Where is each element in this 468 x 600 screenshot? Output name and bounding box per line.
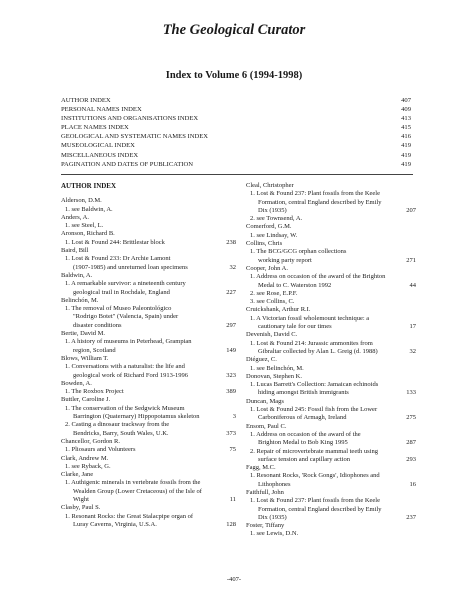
author-name: Baldwin, A. — [61, 271, 93, 279]
index-item — [246, 232, 416, 240]
item-title — [61, 338, 218, 355]
toc-page: 419 — [401, 151, 411, 159]
toc-row — [61, 160, 411, 169]
author-name: Bowden, A. — [61, 379, 92, 387]
item-line: 1. Lucas Barrett's Collection: Jamaican echinoids — [250, 381, 379, 389]
index-item — [246, 381, 416, 398]
toc-page: 413 — [401, 115, 411, 123]
toc-row — [61, 123, 411, 132]
item-title — [61, 255, 218, 272]
item-line: 2. Repair of microvertebrate mammal teeth using — [250, 447, 378, 455]
item-line: hiding amongst British immigrants — [258, 389, 349, 397]
toc-page: 415 — [401, 124, 411, 132]
item-line: 2. see Townsend, A. — [250, 215, 303, 223]
item-title — [61, 206, 218, 214]
item-page-number: 75 — [229, 446, 236, 454]
item-title — [246, 273, 398, 290]
item-title — [61, 305, 218, 330]
item-page-number: 17 — [409, 323, 416, 331]
author-name: Collins, Chris — [246, 240, 283, 248]
author-name: Belinchón, M. — [61, 296, 99, 304]
author-entry — [61, 504, 236, 529]
author-name: Foster, Tiffany — [246, 522, 285, 530]
item-line: 1. Conversations with a naturalist: the life and — [65, 363, 185, 371]
author-index-right-column — [246, 182, 416, 539]
item-line: 1. see Lewis, D.N. — [250, 530, 299, 538]
index-item — [61, 421, 236, 438]
author-entry — [246, 522, 416, 539]
index-item — [246, 298, 416, 306]
item-title — [61, 239, 218, 247]
author-entry — [61, 355, 236, 380]
item-title — [246, 340, 398, 357]
item-line: 1. Resonant Rocks: the Great Stalacpipe organ of — [65, 512, 194, 520]
author-entry — [246, 182, 416, 223]
index-item — [61, 446, 236, 454]
author-name: Ensom, Paul C. — [246, 422, 287, 430]
item-line: 1. Authigenic minerals in vertebrate fossils from the — [65, 479, 201, 487]
author-name: Faithfull, John — [246, 488, 284, 496]
toc-row — [61, 114, 411, 123]
item-line: 1. Address on occasion of the award of the Brighton — [250, 273, 386, 281]
item-title — [246, 381, 398, 398]
item-line: geological work of Richard Ford 1913-1996 — [73, 371, 188, 379]
author-entry — [246, 306, 416, 331]
item-title — [61, 421, 218, 438]
item-page-number: 32 — [229, 263, 236, 271]
item-line: Formation, central England described by Emily — [258, 505, 382, 513]
item-title — [61, 446, 218, 454]
index-item — [61, 479, 236, 504]
item-title — [61, 479, 218, 504]
item-line: 1. see Belinchón, M. — [250, 364, 304, 372]
index-item — [246, 448, 416, 465]
toc-row — [61, 132, 411, 141]
item-line: 1. The BCG/GCG orphan collections — [250, 248, 347, 256]
item-title — [61, 513, 218, 530]
index-item — [61, 338, 236, 355]
toc-label: GEOLOGICAL AND SYSTEMATIC NAMES INDEX — [61, 133, 209, 141]
item-line: Carboniferous of Armagh, Ireland — [258, 414, 347, 422]
index-item — [246, 248, 416, 265]
author-name: Cleal, Christopher — [246, 182, 294, 189]
index-item — [246, 215, 416, 223]
item-line: 1. Address on occasion of the award of the — [250, 430, 361, 438]
toc-label: PLACE NAMES INDEX — [61, 124, 129, 132]
item-line: 1. A remarkable survivor: a nineteenth century — [65, 280, 186, 288]
item-title — [246, 290, 398, 298]
item-title — [246, 248, 398, 265]
author-entry — [246, 423, 416, 464]
item-line: 1. see Lindsay, W. — [250, 231, 298, 239]
item-line: Luray Caverns, Virginia, U.S.A. — [73, 520, 157, 528]
item-line: 1. The removal of Museo Paleontológico — [65, 305, 172, 313]
author-entry — [246, 331, 416, 356]
index-contents-list — [61, 96, 411, 169]
index-item — [246, 365, 416, 373]
item-line: 1. Lost & Found 233: Dr Archie Lamont — [65, 255, 171, 263]
item-page-number: 293 — [406, 455, 416, 463]
item-line: 1. Lost & Found 214: Jurassic ammonites from — [250, 339, 373, 347]
item-line: working party report — [258, 256, 312, 264]
author-entry — [61, 214, 236, 231]
section-divider — [61, 174, 413, 175]
item-page-number: 128 — [226, 520, 236, 528]
item-line: 1. Lost & Found 237: Plant fossils from the Keele — [250, 497, 380, 505]
item-line: 1. A history of museums in Peterhead, Grampian — [65, 338, 192, 346]
item-page-number: 271 — [406, 256, 416, 264]
item-line: 3. see Collins, C. — [250, 298, 295, 306]
index-item — [246, 431, 416, 448]
author-entry — [246, 489, 416, 522]
item-page-number: 16 — [409, 480, 416, 488]
item-line: 1. see Ryback, G. — [65, 462, 111, 470]
item-page-number: 238 — [226, 238, 236, 246]
author-name: Baird, Bill — [61, 247, 89, 255]
index-item — [61, 363, 236, 380]
index-item — [61, 280, 236, 297]
author-entry — [61, 438, 236, 455]
author-entry — [61, 471, 236, 504]
item-page-number: 11 — [229, 495, 236, 503]
author-name: Blows, William T. — [61, 354, 109, 362]
author-entry — [61, 396, 236, 437]
author-name: Cooper, John A. — [246, 264, 288, 272]
item-line: Barrington (Quaternary) Hippopotamus skeleton — [73, 413, 200, 421]
index-subtitle: Index to Volume 6 (1994-1998) — [165, 70, 303, 81]
item-page-number: 287 — [406, 439, 416, 447]
author-entry — [61, 380, 236, 397]
item-title — [246, 215, 398, 223]
item-line: 1. Lost & Found 245: Fossil fish from the Lower — [250, 406, 378, 414]
index-item — [61, 513, 236, 530]
index-item — [246, 273, 416, 290]
item-page-number: 3 — [232, 413, 236, 421]
item-line: disaster conditions — [73, 321, 122, 329]
item-line: Bendricks, Barry, South Wales, U.K. — [73, 429, 169, 437]
author-entry — [61, 247, 236, 272]
item-title — [246, 448, 398, 465]
page-number: -407- — [226, 576, 242, 583]
item-title — [246, 530, 398, 538]
item-title — [246, 190, 398, 215]
author-name: Clasby, Paul S. — [61, 504, 101, 512]
item-line: 1. The conservation of the Sedgwick Museum — [65, 404, 185, 412]
item-line: Wight — [73, 495, 89, 503]
author-entry — [246, 223, 416, 240]
toc-page: 419 — [401, 160, 411, 168]
item-line: region, Scotland — [73, 346, 116, 354]
index-item — [61, 405, 236, 422]
author-name: Cruickshank, Arthur R.I. — [246, 306, 311, 314]
item-line: Lithophones — [258, 480, 291, 488]
author-name: Duncan, Mags — [246, 397, 284, 405]
author-entry — [246, 464, 416, 489]
item-line: Gibraltar collected by Alan L. Greig (d. 1988) — [258, 347, 378, 355]
item-page-number: 44 — [409, 281, 416, 289]
toc-page: 416 — [401, 133, 411, 141]
item-title — [246, 298, 398, 306]
author-name: Diéguez, C. — [246, 356, 277, 364]
index-item — [246, 315, 416, 332]
item-page-number: 389 — [226, 388, 236, 396]
toc-label: PAGINATION AND DATES OF PUBLICATION — [61, 160, 194, 168]
item-page-number: 227 — [226, 288, 236, 296]
author-name: Buttler, Caroline J. — [61, 396, 111, 404]
author-entry — [61, 230, 236, 247]
author-name: Devenish, David C. — [246, 331, 298, 339]
item-line: 1. Resonant Rocks, 'Rock Gongs', Idiophones and — [250, 472, 380, 480]
item-title — [246, 472, 398, 489]
toc-row — [61, 96, 411, 105]
item-title — [246, 365, 398, 373]
item-title — [61, 222, 218, 230]
index-item — [61, 206, 236, 214]
author-entry — [246, 240, 416, 265]
item-line: 1. The Roxbox Project — [65, 388, 124, 396]
author-entry — [61, 330, 236, 355]
index-item — [61, 255, 236, 272]
item-line: 2. Casting a dinosaur trackway from the — [65, 421, 170, 429]
toc-label: MUSEOLOGICAL INDEX — [61, 142, 135, 150]
author-name: Clarke, Jane — [61, 471, 94, 479]
author-entry — [61, 197, 236, 214]
author-name: Aronson, Richard B. — [61, 230, 115, 238]
item-title — [246, 315, 398, 332]
toc-label: MISCELLANEOUS INDEX — [61, 151, 139, 159]
author-name: Chancellor, Gordon R. — [61, 437, 120, 445]
author-entry — [246, 398, 416, 423]
author-entry — [61, 455, 236, 472]
item-title — [246, 406, 398, 423]
author-name: Anders, A. — [61, 213, 89, 221]
item-line: 1. see Steel, L. — [65, 222, 104, 230]
index-item — [246, 406, 416, 423]
item-title — [61, 363, 218, 380]
item-line: Dix (1935) — [258, 206, 287, 214]
author-entry — [246, 373, 416, 398]
item-line: 2. see Rose, E.P.F. — [250, 289, 298, 297]
item-page-number: 275 — [406, 414, 416, 422]
author-name: Donovan, Stephen K. — [246, 372, 302, 380]
index-item — [246, 472, 416, 489]
author-index-heading: AUTHOR INDEX — [61, 182, 117, 190]
item-line: 1. Lost & Found 244: Brittlestar block — [65, 238, 165, 246]
item-page-number: 373 — [226, 429, 236, 437]
author-name: Bertie, David M. — [61, 330, 106, 338]
toc-row — [61, 151, 411, 160]
item-page-number: 149 — [226, 346, 236, 354]
author-name: Comerford, G.M. — [246, 223, 292, 231]
author-index-left-column — [61, 182, 236, 529]
toc-label: INSTITUTIONS AND ORGANISATIONS INDEX — [61, 115, 199, 123]
item-page-number: 133 — [406, 389, 416, 397]
index-item — [61, 388, 236, 396]
index-item — [246, 290, 416, 298]
toc-label: AUTHOR INDEX — [61, 97, 111, 104]
toc-page: 419 — [401, 142, 411, 150]
item-line: Dix (1935) — [258, 513, 287, 521]
item-line: Medal to C. Waterston 1992 — [258, 281, 332, 289]
author-name: Alderson, D.M. — [61, 197, 102, 205]
item-title — [61, 463, 218, 471]
item-title — [61, 280, 218, 297]
author-entry — [246, 356, 416, 373]
item-page-number: 237 — [406, 513, 416, 521]
toc-label: PERSONAL NAMES INDEX — [61, 106, 142, 114]
item-title — [61, 405, 218, 422]
item-line: surface tension and capillary action — [258, 455, 351, 463]
item-page-number: 207 — [406, 206, 416, 214]
toc-row — [61, 141, 411, 150]
index-item — [246, 530, 416, 538]
item-line: geological trail in Rochdale, England — [73, 288, 170, 296]
index-item — [246, 497, 416, 522]
author-entry — [61, 272, 236, 297]
item-line: 1. Lost & Found 237: Plant fossils from the Keele — [250, 190, 380, 198]
item-line: cautionary tale for our times — [258, 323, 332, 331]
toc-page: 409 — [401, 106, 411, 114]
toc-page: 407 — [401, 97, 411, 104]
item-line: 1. see Baldwin, A. — [65, 205, 113, 213]
item-title — [246, 232, 398, 240]
index-item — [61, 239, 236, 247]
item-line: Formation, central England described by Emily — [258, 198, 382, 206]
item-line: Wealden Group (Lower Cretaceous) of the Isle of — [73, 487, 202, 495]
journal-title: The Geological Curator — [162, 22, 306, 38]
author-entry — [246, 265, 416, 306]
index-item — [246, 190, 416, 215]
item-line: "Rodrigo Botet" (Valencia, Spain) under — [73, 313, 179, 321]
index-item — [61, 305, 236, 330]
item-page-number: 297 — [226, 321, 236, 329]
item-page-number: 323 — [226, 371, 236, 379]
index-item — [246, 340, 416, 357]
item-line: (1907-1985) and unreturned loan specimens — [73, 263, 188, 271]
item-line: Brighton Medal to Bob King 1995 — [258, 439, 348, 447]
item-title — [61, 388, 218, 396]
item-line: 1. A Victorian fossil wholemount technique: a — [250, 314, 370, 322]
item-title — [246, 431, 398, 448]
index-item — [61, 463, 236, 471]
author-name: Clark, Andrew M. — [61, 454, 109, 462]
item-line: 1. Pliosaurs and Volunteers — [65, 446, 136, 454]
index-item — [61, 222, 236, 230]
author-entry — [61, 297, 236, 330]
author-name: Fagg, M.C. — [246, 464, 276, 472]
toc-row — [61, 105, 411, 114]
item-title — [246, 497, 398, 522]
item-page-number: 32 — [409, 347, 416, 355]
